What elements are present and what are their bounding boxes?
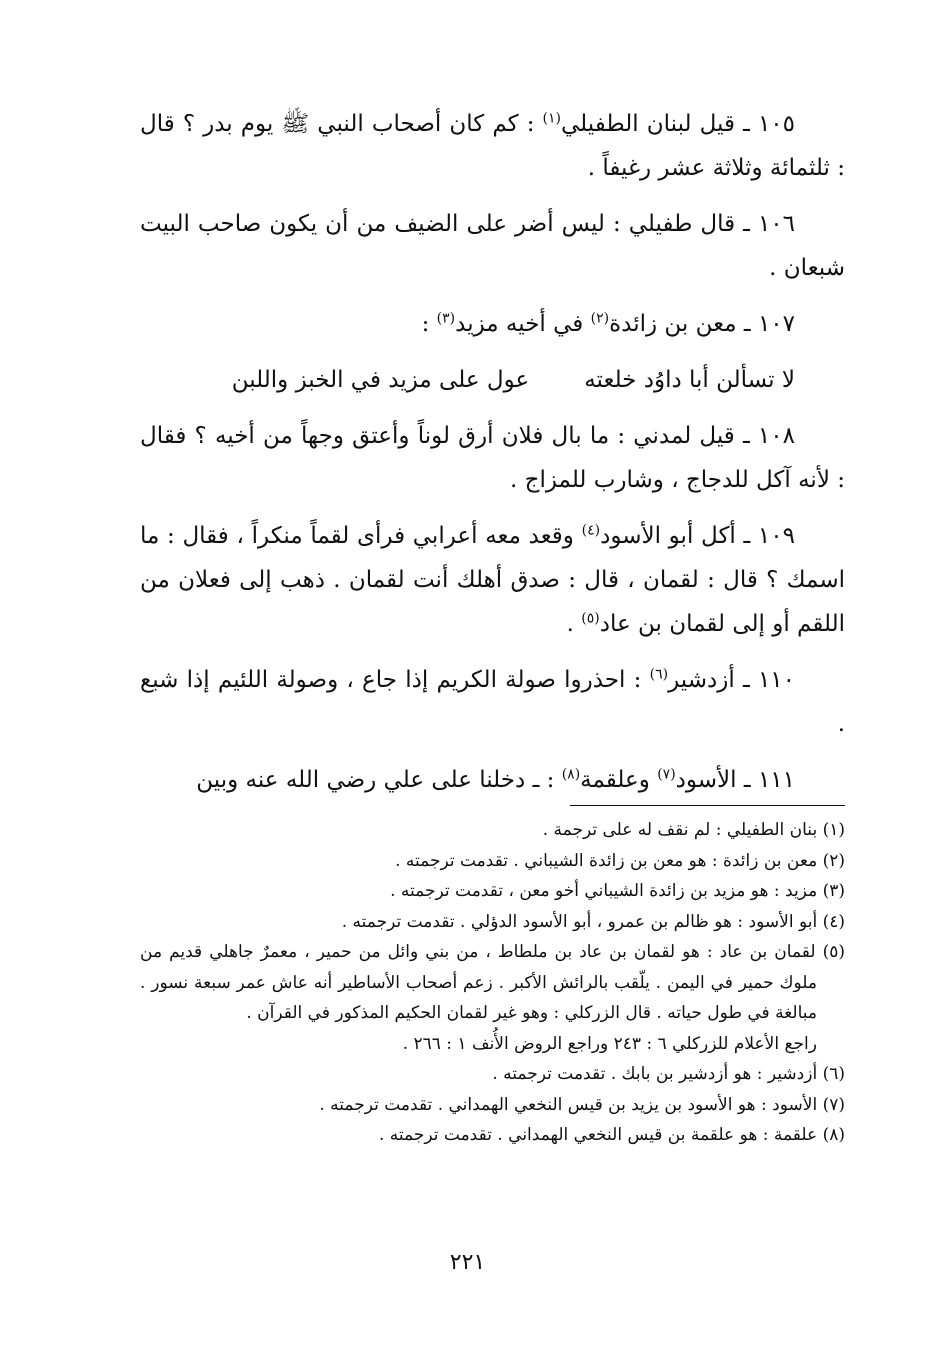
footnote: (١) بنان الطفيلي : لم نقف له على ترجمة . (542, 820, 845, 840)
footnote-reference: راجع الأعلام للزركلي ٦ : ٢٤٣ وراجع الروض الأُنف ١ : ٢٦٦ . (402, 1033, 817, 1054)
footnote-ref: (٨) (561, 766, 581, 783)
verse-second-hemistich: عول على مزيد في الخبز واللبن (231, 367, 530, 393)
entry-number: ١٠٦ (757, 211, 795, 237)
entry-105: ١٠٥ ـ قيل لبنان الطفيلي$^{(١)}$ : كم كان أصحاب النبي ﷺ يوم بدر ؟ قال : ثلثمائة وثلاثة عشر رغيفاً . (140, 110, 845, 181)
entry-text: أكل أبو الأسود (600, 523, 736, 549)
entry-text: معن بن زائدة (609, 311, 737, 337)
entry-number: ١٠٥ (757, 111, 795, 137)
footnote-ref: (٤) (581, 522, 601, 539)
footnote-divider (570, 805, 845, 806)
footnote-ref: (٧) (657, 766, 676, 783)
entry-108: ١٠٨ ـ قيل لمدني : ما بال فلان أرق لوناً وأعتق وجهاً من أخيه ؟ فقال : لأنه آكل للدجاج ، وشارب للمزاج . (140, 423, 845, 493)
entry-text: . (566, 611, 582, 637)
page-number: ٢٢١ (449, 1250, 486, 1275)
footnote-ref: (٦) (649, 666, 669, 683)
footnote-ref: (٥) (581, 610, 600, 627)
entry-106: ١٠٦ ـ قال طفيلي : ليس أضر على الضيف من أن يكون صاحب البيت شبعان . (140, 211, 845, 281)
poem-verse (140, 358, 845, 402)
footnote: (٤) أبو الأسود : هو ظالم بن عمرو ، أبو الأسود الدؤلي . تقدمت ترجمته . (341, 911, 845, 932)
entry-text: : احذروا صولة الكريم إذا جاع ، وصولة اللئيم إذا شبع . (140, 667, 845, 737)
entry-text: وقعد معه أعرابي فرأى لقماً منكراً ، فقال : ما اسمك ؟ قال : لقمان ، قال : صدق أهلك أنت لقمان . ذهب إلى فعلان من اللقم أو إلى لقمان بن عاد (140, 523, 845, 637)
entry-number: ١٠٨ (757, 423, 795, 449)
entry-107: ١٠٧ ـ معن بن زائدة$^{(٢)}$ في أخيه مزيد$^{(٣)}$ : (421, 310, 795, 337)
entry-text: : (421, 311, 437, 337)
footnote: (٣) مزيد : هو مزيد بن زائدة الشيباني أخو معن ، تقدمت ترجمته . (390, 881, 845, 901)
entry-text: في أخيه مزيد (455, 311, 591, 337)
main-text (140, 102, 845, 814)
entry-text: وعلقمة (580, 767, 658, 793)
entry-109: ١٠٩ ـ أكل أبو الأسود$^{(٤)}$ وقعد معه أعرابي فرأى لقماً منكراً ، فقال : ما اسمك ؟ قال : لقمان ، قال : صدق أهلك أنت لقمان . ذهب إلى فعلان من اللقم أو إلى لقمان بن عاد$^{(٥)}$ . (140, 522, 845, 637)
footnote: (٢) معن بن زائدة : هو معن بن زائدة الشيباني . تقدمت ترجمته . (395, 850, 845, 871)
footnote: (٦) أزدشير : هو أزدشير بن بابك . تقدمت ترجمته . (492, 1064, 845, 1084)
footnote-ref: (١) (542, 110, 562, 127)
footnote: (٥) لقمان بن عاد : هو لقمان بن عاد بن ملطاط ، من بني وائل من حمير ، معمرٌ جاهلي قديم من ملوك حمير في اليمن . يلّقب بالرائش الأكبر . زعم أصحاب الأساطير أنه عاش عمر سبعة نسور . مبالغة في طول حياته . قال الزركلي : وهو غير لقمان الحكيم المذكور في القرآن . (140, 942, 845, 1023)
footnote-ref: (٣) (436, 310, 456, 327)
entry-text: قيل لمدني : ما بال فلان أرق لوناً وأعتق وجهاً من أخيه ؟ فقال : لأنه آكل للدجاج ، وشارب للمزاج . (140, 423, 845, 493)
entry-111: ١١١ ـ الأسود$^{(٧)}$ وعلقمة$^{(٨)}$ : ـ دخلنا على علي رضي الله عنه وبين (196, 766, 795, 793)
verse-first-hemistich: لا تسألن أبا داوُد خلعته (584, 367, 795, 393)
entry-number: ١٠٩ (757, 523, 795, 549)
entry-110: ١١٠ ـ أزدشير$^{(٦)}$ : احذروا صولة الكريم إذا جاع ، وصولة اللئيم إذا شبع . (140, 666, 845, 737)
footnote: (٧) الأسود : هو الأسود بن يزيد بن قيس النخعي الهمداني . تقدمت ترجمته . (319, 1094, 845, 1115)
entry-text: الأسود (675, 767, 737, 793)
entry-text: : كم كان أصحاب النبي ﷺ يوم بدر ؟ قال : ثلثمائة وثلاثة عشر رغيفاً . (140, 111, 845, 181)
footnotes (140, 815, 845, 1151)
entry-text: قال طفيلي : ليس أضر على الضيف من أن يكون صاحب البيت شبعان . (140, 211, 845, 281)
entry-text: : ـ دخلنا على علي رضي الله عنه وبين (196, 767, 562, 793)
footnote: (٨) علقمة : هو علقمة بن قيس النخعي الهمداني . تقدمت ترجمته . (378, 1125, 845, 1145)
entry-number: ١١١ (757, 767, 795, 793)
entry-text: أزدشير (668, 667, 735, 693)
entry-number: ١٠٧ (757, 311, 795, 337)
entry-text: قيل لبنان الطفيلي (561, 111, 735, 137)
entry-number: ١١٠ (757, 667, 795, 693)
footnote-ref: (٢) (590, 310, 610, 327)
